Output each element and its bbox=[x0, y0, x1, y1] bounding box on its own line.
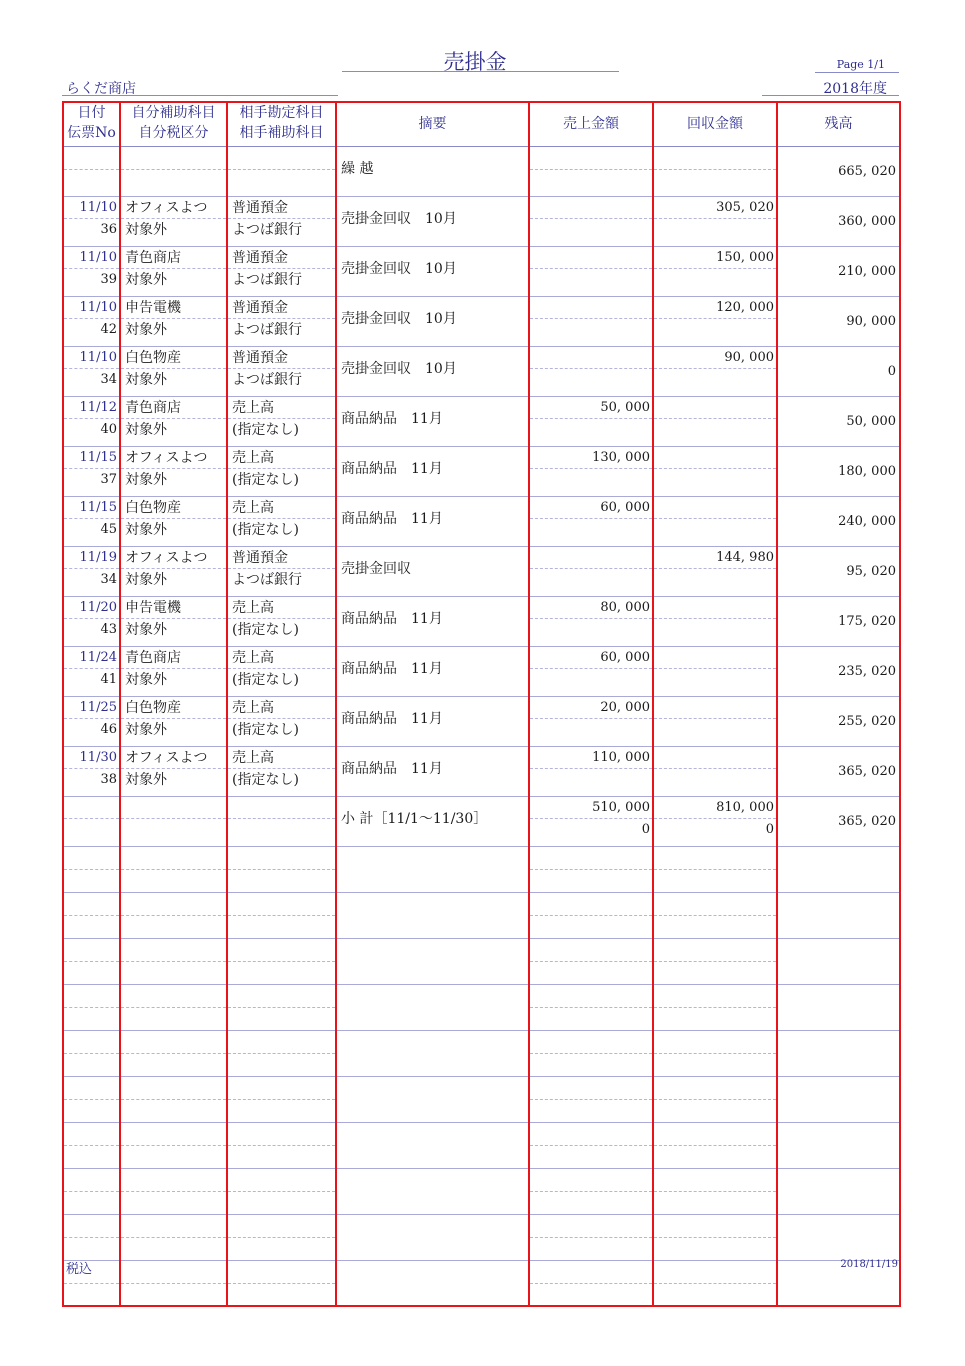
entry-own-sub-account: 青色商店 bbox=[121, 397, 226, 419]
entry-tax-class: 対象外 bbox=[125, 222, 167, 238]
entry-row bbox=[63, 347, 900, 397]
entry-sales-amount bbox=[530, 247, 652, 269]
blank-row bbox=[63, 847, 900, 893]
entry-collected-amount: 90, 000 bbox=[654, 347, 776, 369]
entry-sales-amount: 130, 000 bbox=[530, 447, 652, 469]
entry-date: 11/25 bbox=[64, 697, 119, 719]
subtotal-label: 小 計［11/1〜11/30］ bbox=[341, 811, 488, 827]
subtotal-sales-tax: 0 bbox=[641, 822, 650, 837]
entry-tax-class: 対象外 bbox=[125, 422, 167, 438]
entry-date: 11/12 bbox=[64, 397, 119, 419]
entry-sales-amount: 110, 000 bbox=[530, 747, 652, 769]
entry-row bbox=[63, 647, 900, 697]
entry-collected-amount bbox=[654, 497, 776, 519]
entry-counter-account: 普通預金 bbox=[228, 297, 335, 319]
subtotal-collected-tax: 0 bbox=[765, 822, 774, 837]
entry-date: 11/19 bbox=[64, 547, 119, 569]
entry-description: 商品納品 11月 bbox=[341, 411, 443, 427]
entry-counter-sub-account: よつば銀行 bbox=[232, 222, 302, 238]
fiscal-year: 2018年度 bbox=[823, 81, 887, 97]
entry-sales-amount bbox=[530, 347, 652, 369]
entry-balance: 210, 000 bbox=[838, 264, 896, 279]
entry-collected-amount bbox=[654, 647, 776, 669]
company-underline bbox=[62, 95, 338, 96]
entry-counter-account: 売上高 bbox=[228, 497, 335, 519]
entry-counter-account: 売上高 bbox=[228, 747, 335, 769]
entry-tax-class: 対象外 bbox=[125, 522, 167, 538]
entry-tax-class: 対象外 bbox=[125, 272, 167, 288]
entry-counter-account: 普通預金 bbox=[228, 197, 335, 219]
entry-counter-sub-account: (指定なし) bbox=[232, 522, 299, 538]
entry-voucher-no: 34 bbox=[100, 372, 117, 387]
blank-row bbox=[63, 1261, 900, 1307]
entry-counter-account: 普通預金 bbox=[228, 347, 335, 369]
entry-balance: 50, 000 bbox=[846, 414, 896, 429]
entry-voucher-no: 37 bbox=[100, 472, 117, 487]
col-header-sales: 売上金額 bbox=[529, 102, 653, 147]
entry-row bbox=[63, 747, 900, 797]
header-row bbox=[63, 102, 900, 147]
entry-counter-sub-account: (指定なし) bbox=[232, 672, 299, 688]
subtotal-collected: 810, 000 bbox=[654, 797, 776, 819]
company-name: らくだ商店 bbox=[66, 81, 136, 97]
entry-collected-amount bbox=[654, 747, 776, 769]
entry-row bbox=[63, 447, 900, 497]
entry-collected-amount bbox=[654, 447, 776, 469]
entry-own-sub-account: 白色物産 bbox=[121, 697, 226, 719]
entry-date: 11/15 bbox=[64, 447, 119, 469]
entry-description: 売掛金回収 10月 bbox=[341, 261, 457, 277]
entry-sales-amount bbox=[530, 197, 652, 219]
col-header-date-label: 日付 bbox=[77, 105, 106, 121]
entry-row bbox=[63, 597, 900, 647]
entry-collected-amount: 120, 000 bbox=[654, 297, 776, 319]
entry-tax-class: 対象外 bbox=[125, 622, 167, 638]
entry-counter-account: 普通預金 bbox=[228, 247, 335, 269]
carry-forward-balance: 665, 020 bbox=[838, 164, 896, 179]
blank-row bbox=[63, 1031, 900, 1077]
report-title: 売掛金 bbox=[443, 50, 507, 74]
entry-counter-sub-account: よつば銀行 bbox=[232, 572, 302, 588]
col-header-own-sub-label: 自分補助科目 bbox=[131, 105, 216, 121]
entry-row bbox=[63, 247, 900, 297]
entry-own-sub-account: 白色物産 bbox=[121, 497, 226, 519]
entry-own-sub-account: 申告電機 bbox=[121, 297, 226, 319]
entry-row bbox=[63, 397, 900, 447]
entry-voucher-no: 41 bbox=[100, 672, 117, 687]
subtotal-row bbox=[63, 797, 900, 847]
entry-voucher-no: 34 bbox=[100, 572, 117, 587]
entry-voucher-no: 43 bbox=[100, 622, 117, 637]
entry-row bbox=[63, 697, 900, 747]
entry-date: 11/30 bbox=[64, 747, 119, 769]
entry-sales-amount: 20, 000 bbox=[530, 697, 652, 719]
subtotal-balance: 365, 020 bbox=[838, 814, 896, 829]
entry-voucher-no: 42 bbox=[100, 322, 117, 337]
blank-row bbox=[63, 985, 900, 1031]
entry-voucher-no: 36 bbox=[100, 222, 117, 237]
entry-collected-amount bbox=[654, 397, 776, 419]
entry-row bbox=[63, 297, 900, 347]
entry-balance: 240, 000 bbox=[838, 514, 896, 529]
entry-counter-sub-account: (指定なし) bbox=[232, 622, 299, 638]
col-header-own-tax-label: 自分税区分 bbox=[138, 125, 209, 141]
entry-balance: 95, 020 bbox=[846, 564, 896, 579]
blank-row bbox=[63, 1169, 900, 1215]
col-header-collected: 回収金額 bbox=[653, 102, 777, 147]
entry-collected-amount bbox=[654, 697, 776, 719]
page-indicator: Page 1/1 bbox=[836, 58, 885, 71]
entry-tax-class: 対象外 bbox=[125, 372, 167, 388]
entry-counter-account: 売上高 bbox=[228, 447, 335, 469]
entry-voucher-no: 38 bbox=[100, 772, 117, 787]
ledger-table bbox=[62, 101, 901, 1307]
entry-own-sub-account: 申告電機 bbox=[121, 597, 226, 619]
entry-balance: 180, 000 bbox=[838, 464, 896, 479]
entry-tax-class: 対象外 bbox=[125, 722, 167, 738]
blank-row bbox=[63, 893, 900, 939]
carry-forward-row bbox=[63, 147, 900, 197]
entry-tax-class: 対象外 bbox=[125, 322, 167, 338]
entry-date: 11/10 bbox=[64, 197, 119, 219]
entry-counter-account: 売上高 bbox=[228, 597, 335, 619]
entry-balance: 360, 000 bbox=[838, 214, 896, 229]
entry-counter-sub-account: よつば銀行 bbox=[232, 322, 302, 338]
entry-balance: 235, 020 bbox=[838, 664, 896, 679]
tax-mode: 税込 bbox=[66, 1262, 93, 1277]
entry-row bbox=[63, 497, 900, 547]
entry-sales-amount: 50, 000 bbox=[530, 397, 652, 419]
entry-description: 売掛金回収 10月 bbox=[341, 311, 457, 327]
entry-sales-amount: 80, 000 bbox=[530, 597, 652, 619]
entry-balance: 0 bbox=[887, 364, 896, 379]
entry-description: 商品納品 11月 bbox=[341, 711, 443, 727]
fiscal-underline bbox=[762, 95, 899, 96]
entry-tax-class: 対象外 bbox=[125, 472, 167, 488]
entry-description: 商品納品 11月 bbox=[341, 611, 443, 627]
entry-balance: 255, 020 bbox=[838, 714, 896, 729]
entry-balance: 90, 000 bbox=[846, 314, 896, 329]
entry-sales-amount: 60, 000 bbox=[530, 647, 652, 669]
entry-sales-amount: 60, 000 bbox=[530, 497, 652, 519]
entry-description: 売掛金回収 bbox=[341, 561, 411, 577]
entry-counter-sub-account: よつば銀行 bbox=[232, 272, 302, 288]
print-date: 2018/11/19 bbox=[840, 1259, 898, 1270]
entry-tax-class: 対象外 bbox=[125, 672, 167, 688]
entry-balance: 365, 020 bbox=[838, 764, 896, 779]
ledger-body bbox=[63, 147, 900, 1307]
entry-sales-amount bbox=[530, 547, 652, 569]
entry-voucher-no: 45 bbox=[100, 522, 117, 537]
blank-row bbox=[63, 1215, 900, 1261]
entry-collected-amount: 305, 020 bbox=[654, 197, 776, 219]
title-underline bbox=[342, 71, 619, 72]
entry-date: 11/24 bbox=[64, 647, 119, 669]
entry-voucher-no: 39 bbox=[100, 272, 117, 287]
entry-collected-amount: 150, 000 bbox=[654, 247, 776, 269]
entry-counter-account: 売上高 bbox=[228, 397, 335, 419]
col-header-counter-sub-label: 相手補助科目 bbox=[239, 125, 324, 141]
entry-own-sub-account: 白色物産 bbox=[121, 347, 226, 369]
entry-voucher-no: 40 bbox=[100, 422, 117, 437]
col-header-balance: 残高 bbox=[777, 102, 900, 147]
col-header-date bbox=[63, 102, 120, 147]
blank-row bbox=[63, 939, 900, 985]
blank-row bbox=[63, 1077, 900, 1123]
blank-row bbox=[63, 1123, 900, 1169]
entry-balance: 175, 020 bbox=[838, 614, 896, 629]
entry-date: 11/20 bbox=[64, 597, 119, 619]
entry-own-sub-account: オフィスよつ bbox=[121, 747, 226, 769]
entry-counter-sub-account: (指定なし) bbox=[232, 722, 299, 738]
entry-own-sub-account: 青色商店 bbox=[121, 647, 226, 669]
entry-counter-sub-account: よつば銀行 bbox=[232, 372, 302, 388]
page-underline bbox=[815, 72, 899, 73]
entry-collected-amount: 144, 980 bbox=[654, 547, 776, 569]
entry-description: 商品納品 11月 bbox=[341, 761, 443, 777]
col-header-counter bbox=[227, 102, 336, 147]
entry-description: 商品納品 11月 bbox=[341, 661, 443, 677]
col-header-counter-account-label: 相手勘定科目 bbox=[239, 105, 324, 121]
entry-row bbox=[63, 547, 900, 597]
entry-sales-amount bbox=[530, 297, 652, 319]
entry-tax-class: 対象外 bbox=[125, 772, 167, 788]
entry-voucher-no: 46 bbox=[100, 722, 117, 737]
entry-counter-account: 売上高 bbox=[228, 647, 335, 669]
col-header-own bbox=[120, 102, 227, 147]
entry-own-sub-account: オフィスよつ bbox=[121, 547, 226, 569]
entry-own-sub-account: オフィスよつ bbox=[121, 447, 226, 469]
col-header-voucher-label: 伝票No bbox=[67, 125, 116, 141]
entry-counter-sub-account: (指定なし) bbox=[232, 772, 299, 788]
entry-collected-amount bbox=[654, 597, 776, 619]
entry-counter-sub-account: (指定なし) bbox=[232, 472, 299, 488]
entry-date: 11/15 bbox=[64, 497, 119, 519]
entry-counter-account: 普通預金 bbox=[228, 547, 335, 569]
entry-date: 11/10 bbox=[64, 247, 119, 269]
entry-tax-class: 対象外 bbox=[125, 572, 167, 588]
entry-description: 売掛金回収 10月 bbox=[341, 211, 457, 227]
entry-counter-account: 売上高 bbox=[228, 697, 335, 719]
entry-own-sub-account: 青色商店 bbox=[121, 247, 226, 269]
carry-forward-label: 繰 越 bbox=[341, 161, 374, 177]
entry-description: 売掛金回収 10月 bbox=[341, 361, 457, 377]
entry-date: 11/10 bbox=[64, 297, 119, 319]
entry-row bbox=[63, 197, 900, 247]
subtotal-sales: 510, 000 bbox=[530, 797, 652, 819]
entry-date: 11/10 bbox=[64, 347, 119, 369]
entry-description: 商品納品 11月 bbox=[341, 461, 443, 477]
entry-description: 商品納品 11月 bbox=[341, 511, 443, 527]
entry-own-sub-account: オフィスよつ bbox=[121, 197, 226, 219]
entry-counter-sub-account: (指定なし) bbox=[232, 422, 299, 438]
col-header-description: 摘要 bbox=[336, 102, 529, 147]
